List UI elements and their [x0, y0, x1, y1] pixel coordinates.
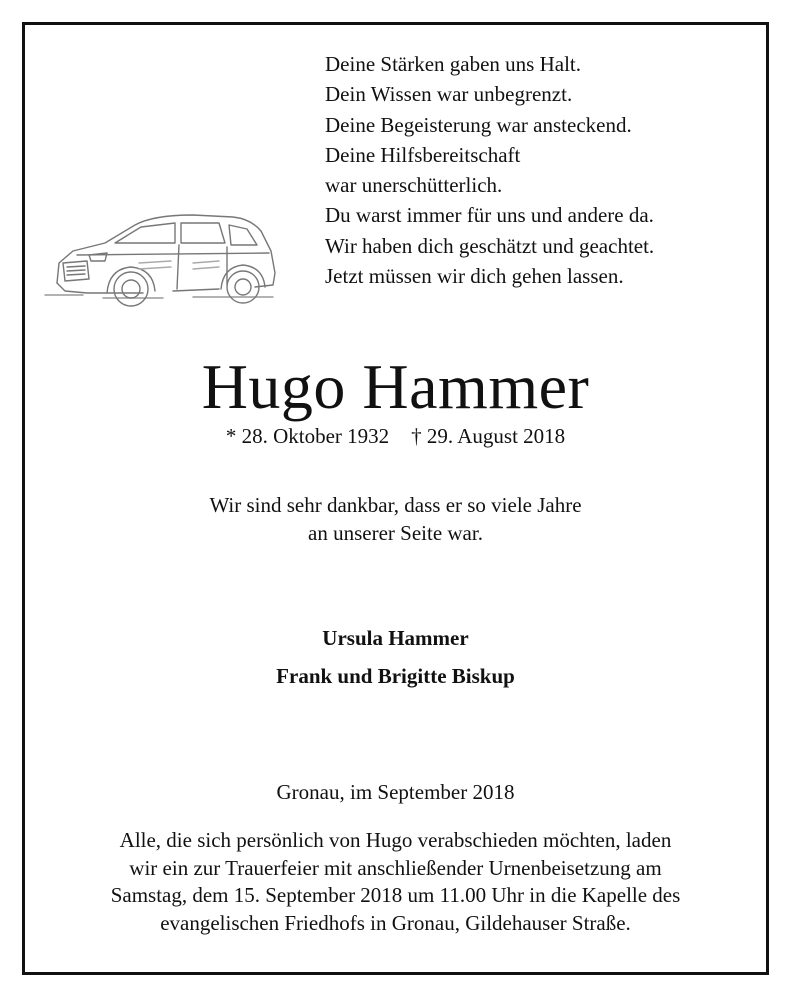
mourners	[25, 619, 766, 695]
poem-line: Wir haben dich geschätzt und geachtet.	[325, 233, 655, 258]
poem-line: Deine Begeisterung war ansteckend.	[325, 112, 632, 137]
obituary-frame	[22, 22, 769, 975]
birth-date: * 28. Oktober 1932	[225, 424, 390, 448]
mourner-name: Ursula Hammer	[322, 626, 469, 650]
thanks-line: an unserer Seite war.	[308, 521, 483, 545]
notice-line: evangelischen Friedhofs in Gronau, Gildehauser Straße.	[160, 910, 631, 935]
funeral-notice	[25, 827, 766, 937]
notice-line: Samstag, dem 15. September 2018 um 11.00 Uhr in die Kapelle des	[110, 883, 681, 907]
notice-line: Alle, die sich persönlich von Hugo verabschieden möchten, laden	[119, 828, 672, 852]
death-date: † 29. August 2018	[411, 424, 566, 448]
car-sketch-icon	[43, 203, 283, 313]
poem-line: Deine Hilfsbereitschaft	[325, 142, 521, 167]
mourner-name: Frank und Brigitte Biskup	[276, 664, 515, 688]
notice-line: wir ein zur Trauerfeier mit anschließender Urnenbeisetzung am	[129, 855, 662, 880]
poem	[325, 49, 654, 291]
poem-line: Du warst immer für uns und andere da.	[325, 203, 654, 228]
place-date: Gronau, im September 2018	[276, 780, 515, 804]
poem-line: Jetzt müssen wir dich gehen lassen.	[325, 264, 624, 289]
thanks-text	[25, 491, 766, 547]
poem-line: Deine Stärken gaben uns Halt.	[325, 52, 582, 76]
life-dates	[25, 423, 766, 449]
thanks-line: Wir sind sehr dankbar, dass er so viele Jahre	[209, 493, 582, 517]
poem-line: war unerschütterlich.	[325, 173, 503, 198]
poem-line: Dein Wissen war unbegrenzt.	[325, 82, 573, 107]
deceased-name: Hugo Hammer	[201, 351, 590, 422]
